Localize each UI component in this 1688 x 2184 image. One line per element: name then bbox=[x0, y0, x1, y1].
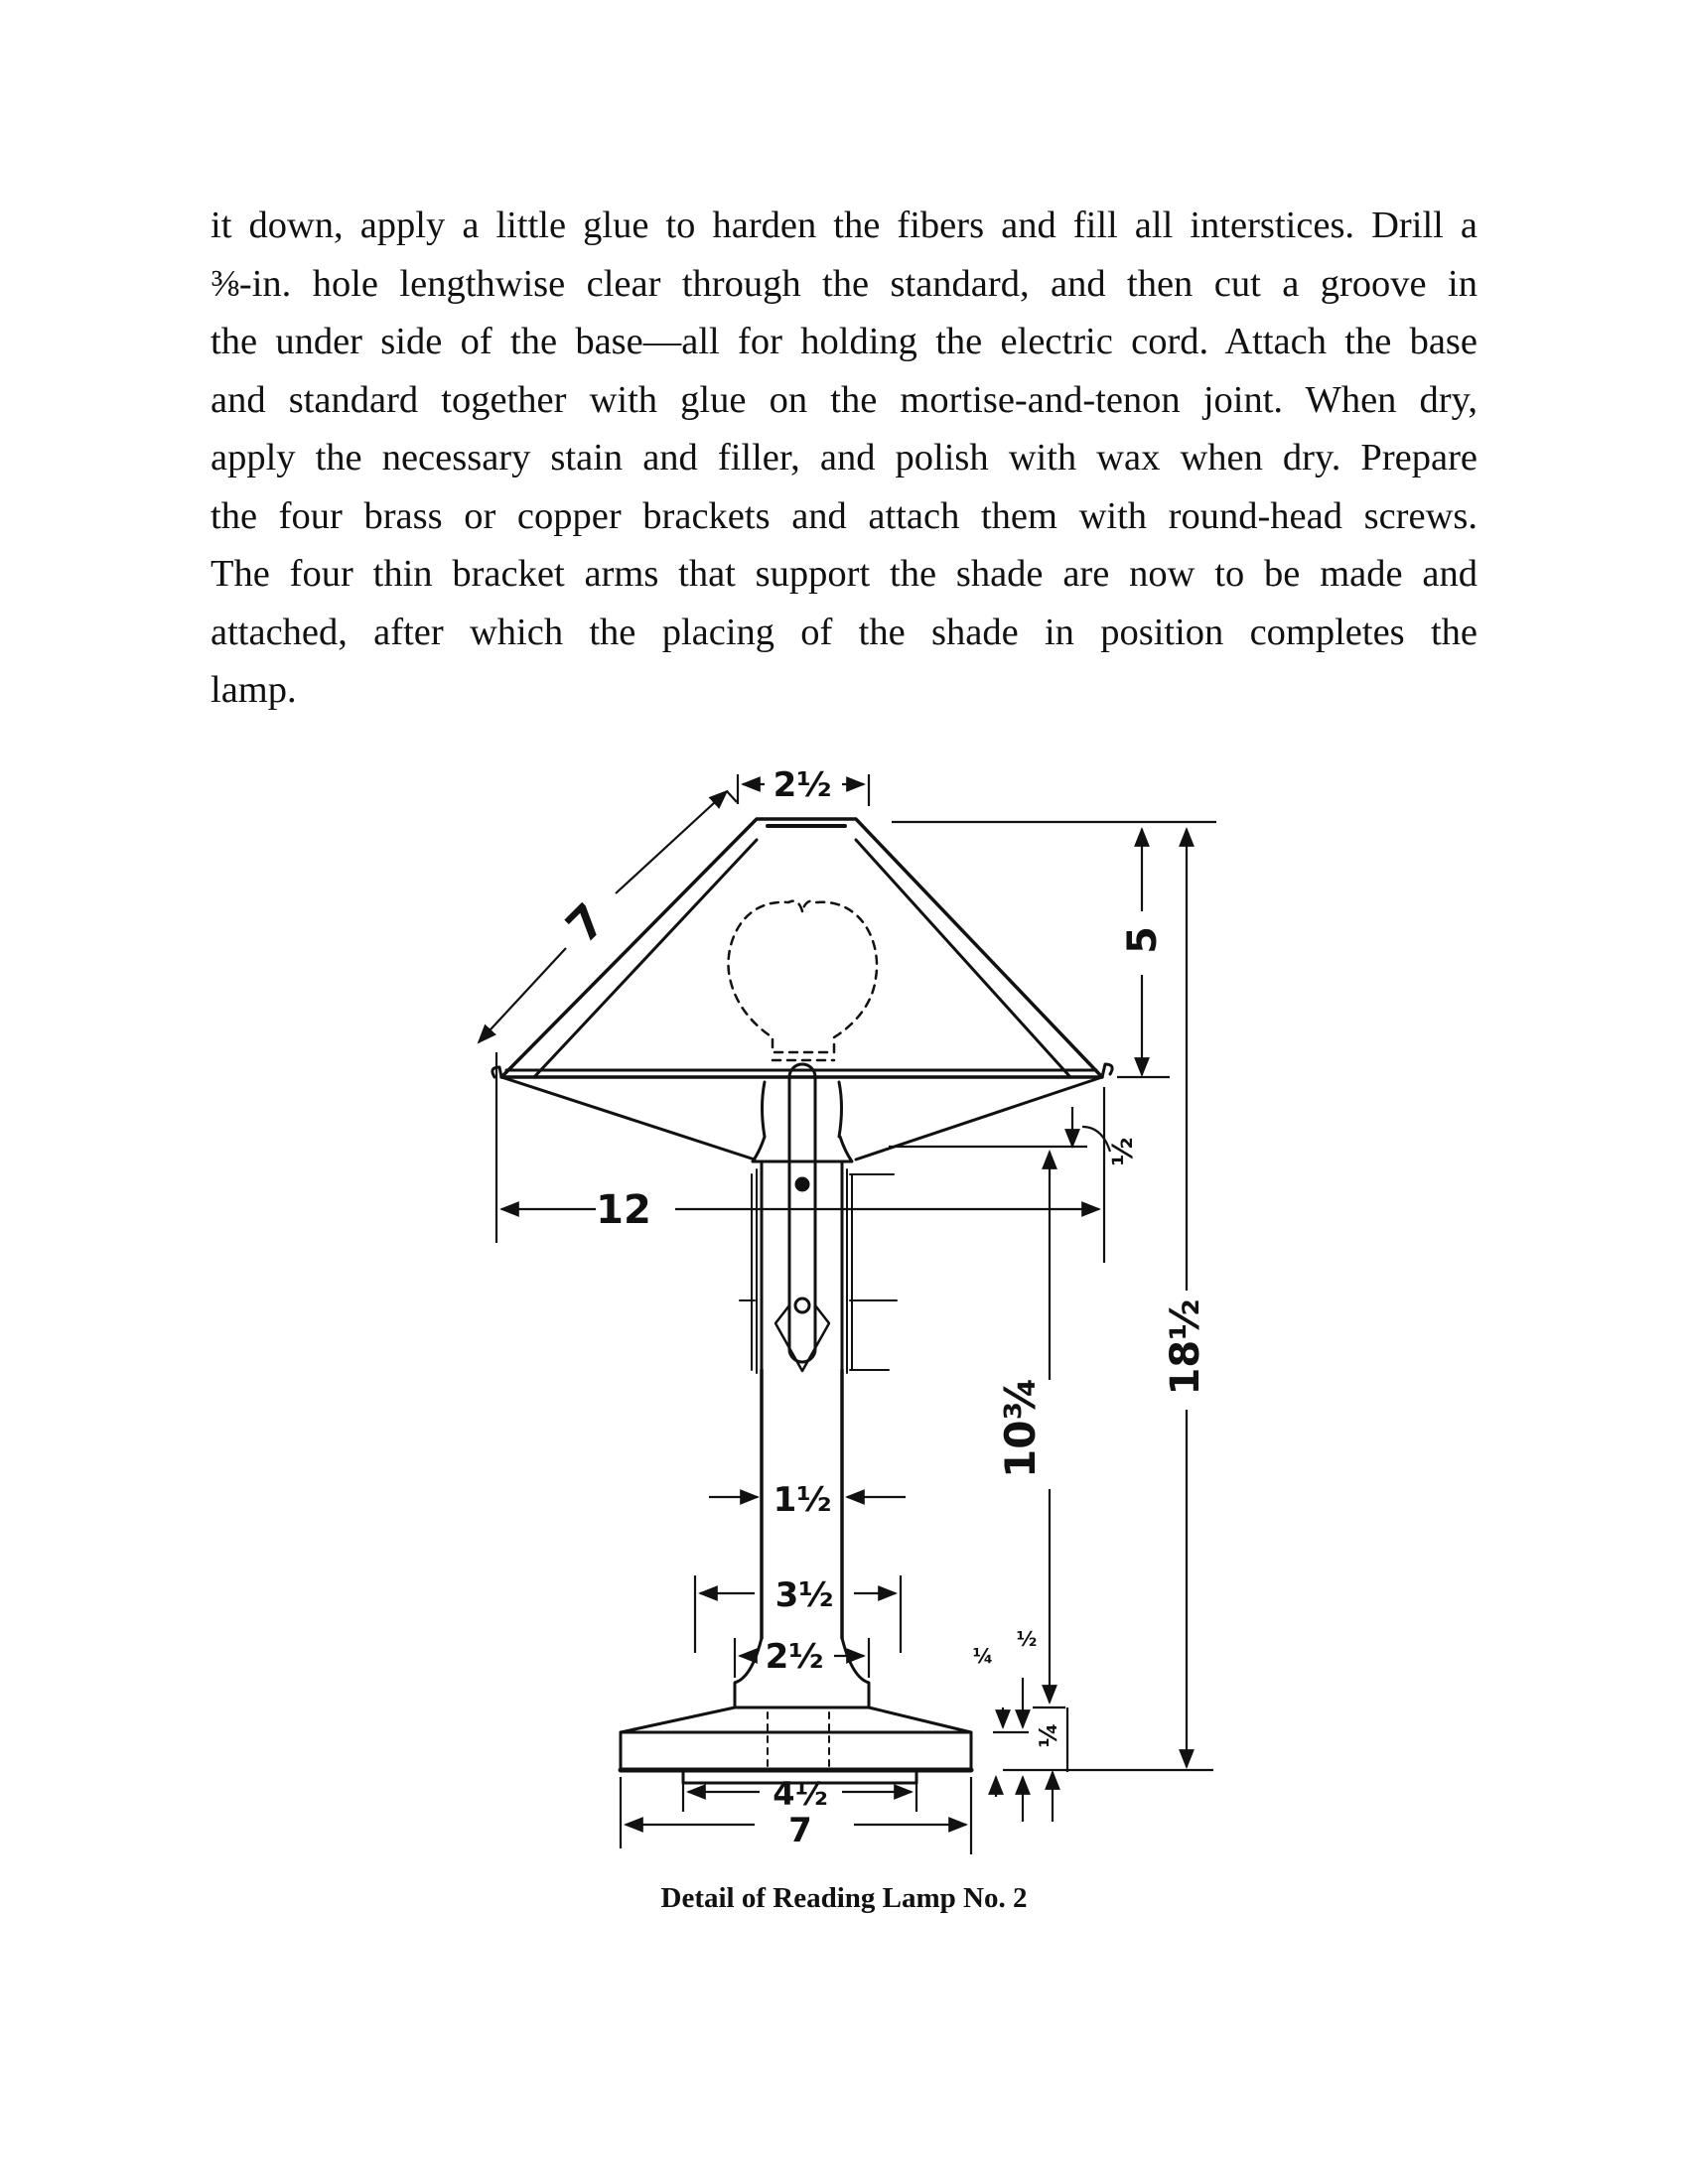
dim-collar-outer: 3½ bbox=[774, 1575, 834, 1615]
dim-overall-height: 18½ bbox=[1163, 1298, 1208, 1396]
text-line: attached, after which the placing of the shade in position completes the bbox=[211, 611, 1477, 653]
text-line: the under side of the base—all for holding the electric cord. Attach the base bbox=[211, 321, 1477, 362]
text-line: The four thin bracket arms that support the shade are now to be made and bbox=[211, 553, 1477, 595]
dim-base-quarter: ¼ bbox=[1035, 1722, 1062, 1748]
figure-caption: Detail of Reading Lamp No. 2 bbox=[660, 1882, 1028, 1914]
dim-base-bottom: 4½ bbox=[773, 1775, 828, 1813]
dim-collar-half: ½ bbox=[1016, 1627, 1038, 1651]
text-line: it down, apply a little glue to harden the fibers and fill all interstices. Drill a bbox=[211, 205, 1477, 246]
socket bbox=[753, 1064, 852, 1371]
text-line: lamp. bbox=[211, 669, 297, 711]
text-line: and standard together with glue on the mortise-and-tenon joint. When dry, bbox=[211, 378, 1477, 421]
bulb bbox=[728, 901, 877, 1060]
dim-shade-slant: 7 bbox=[555, 892, 617, 954]
dim-base-width: 7 bbox=[788, 1811, 812, 1850]
dim-shade-top: 2½ bbox=[773, 765, 832, 805]
dim-shade-height: 5 bbox=[1120, 926, 1166, 954]
text-line: apply the necessary stain and filler, and polish with wax when dry. Prepare bbox=[211, 437, 1477, 478]
dim-standard-height: 10¾ bbox=[996, 1377, 1045, 1478]
dim-spread: 12 bbox=[596, 1187, 651, 1233]
dim-collar-inner: 2½ bbox=[765, 1637, 824, 1677]
text-line: ⅜-in. hole lengthwise clear through the standard, and then cut a groove in bbox=[211, 262, 1477, 305]
text-line: the four brass or copper brackets and attach them with round-head screws. bbox=[211, 494, 1477, 537]
dim-foot-quarter: ¼ bbox=[972, 1644, 994, 1668]
lamp-base bbox=[621, 1707, 971, 1783]
dim-standard-width: 1½ bbox=[773, 1480, 832, 1520]
dim-bracket-drop: ½ bbox=[1106, 1137, 1139, 1166]
